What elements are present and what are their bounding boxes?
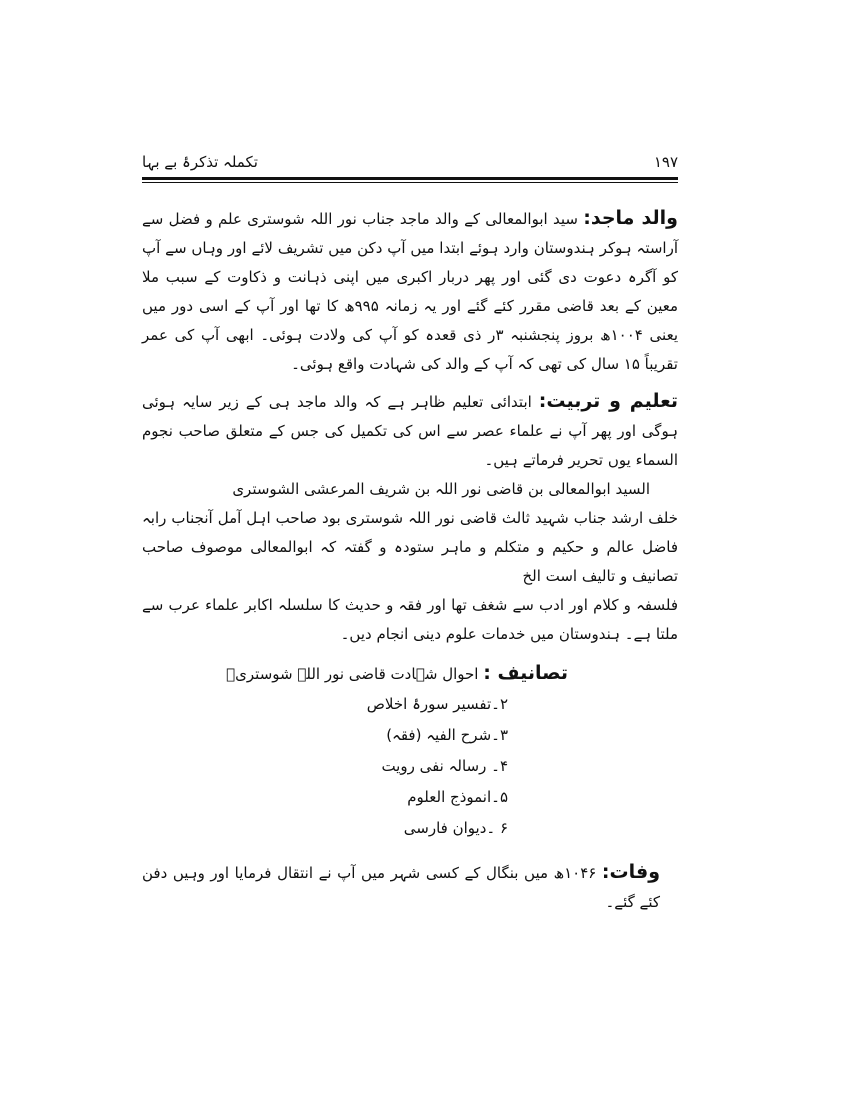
works-item: ۵۔انموذج العلوم bbox=[407, 788, 508, 806]
works-heading: تصانیف : bbox=[483, 662, 568, 684]
quote-title: السید ابوالمعالی بن قاضی نور اللہ بن شریف المرعشی الشوستری bbox=[232, 480, 650, 498]
father-text: سید ابوالمعالی کے والد ماجد جناب نور اللہ شوستری علم و فضل سے آراستہ ہوکر ہندوستان وارد ہوئے ابتدا میں آپ دکن میں تشریف لائے اور وہاں سے آپ کو آگرہ دعوت دی گئی اور پھر دربار اکبری میں اپنی ذہانت و ذکاوت کے سبب ملا معین کے بعد قاضی مقرر کئے گئے اور یہ زمانہ ۹۹۵ھ کا تھا اور آپ کے اسی دور میں یعنی ۱۰۰۴ھ بروز پنجشنبہ ۳ر ذی قعدہ کو آپ کی ولادت ہوئی۔ ابھی آپ کی عمر تقریباً ۱۵ سال کی تھی کہ آپ کے والد کی شہادت واقع ہوئی۔ bbox=[142, 210, 679, 373]
body-text bbox=[142, 204, 678, 917]
death-text: ۱۰۴۶ھ میں بنگال کے کسی شہر میں آپ نے انتقال فرمایا اور وہیں دفن کئے گئے۔ bbox=[142, 864, 660, 911]
works-list bbox=[142, 689, 568, 844]
works-first-item: احوال شہادت قاضی نور اللہ شوستریؒ bbox=[226, 665, 479, 683]
page-number: ۱۹۷ bbox=[653, 153, 678, 171]
header-rule-thin bbox=[142, 182, 678, 183]
header-rule-thick bbox=[142, 177, 678, 180]
page-header bbox=[142, 150, 678, 178]
quote-text: خلف ارشد جناب شہید ثالث قاضی نور اللہ شوستری بود صاحب اہل آمل آنجناب رابہ فاضل عالم و حکیم و متکلم و ماہر ستودہ و گفتہ کہ ابوالمعالی موصوف صاحب تصانیف و تالیف است الخ bbox=[142, 509, 678, 585]
education-paragraph bbox=[142, 387, 678, 475]
works-item: ۳۔شرح الفیہ (فقہ) bbox=[386, 726, 508, 744]
works-first-line bbox=[142, 659, 568, 689]
running-title: تکملہ تذکرۂ بے بہا bbox=[142, 153, 258, 171]
death-paragraph bbox=[142, 858, 678, 917]
works-section bbox=[142, 659, 678, 844]
works-item: ۴۔ رسالہ نفی رویت bbox=[381, 757, 508, 775]
works-item: ۲۔تفسیر سورۂ اخلاص bbox=[366, 695, 508, 713]
father-heading: والد ماجد: bbox=[583, 207, 678, 229]
father-paragraph bbox=[142, 204, 678, 379]
education-closing: فلسفہ و کلام اور ادب سے شغف تھا اور فقہ و حدیث کا سلسلہ اکابر علماء عرب سے ملتا ہے۔ ہندوستان میں خدمات علوم دینی انجام دیں۔ bbox=[142, 596, 678, 643]
works-item: ۶ ۔دیوان فارسی bbox=[403, 819, 508, 837]
education-text: ابتدائی تعلیم ظاہر ہے کہ والد ماجد ہی کے زیر سایہ ہوئی ہوگی اور پھر آپ نے علماء عصر سے اس کی تکمیل کی جس کے متعلق صاحب نجوم السماء یوں تحریر فرماتے ہیں۔ bbox=[142, 393, 678, 469]
education-heading: تعلیم و تربیت: bbox=[538, 390, 678, 412]
death-heading: وفات: bbox=[601, 861, 660, 883]
